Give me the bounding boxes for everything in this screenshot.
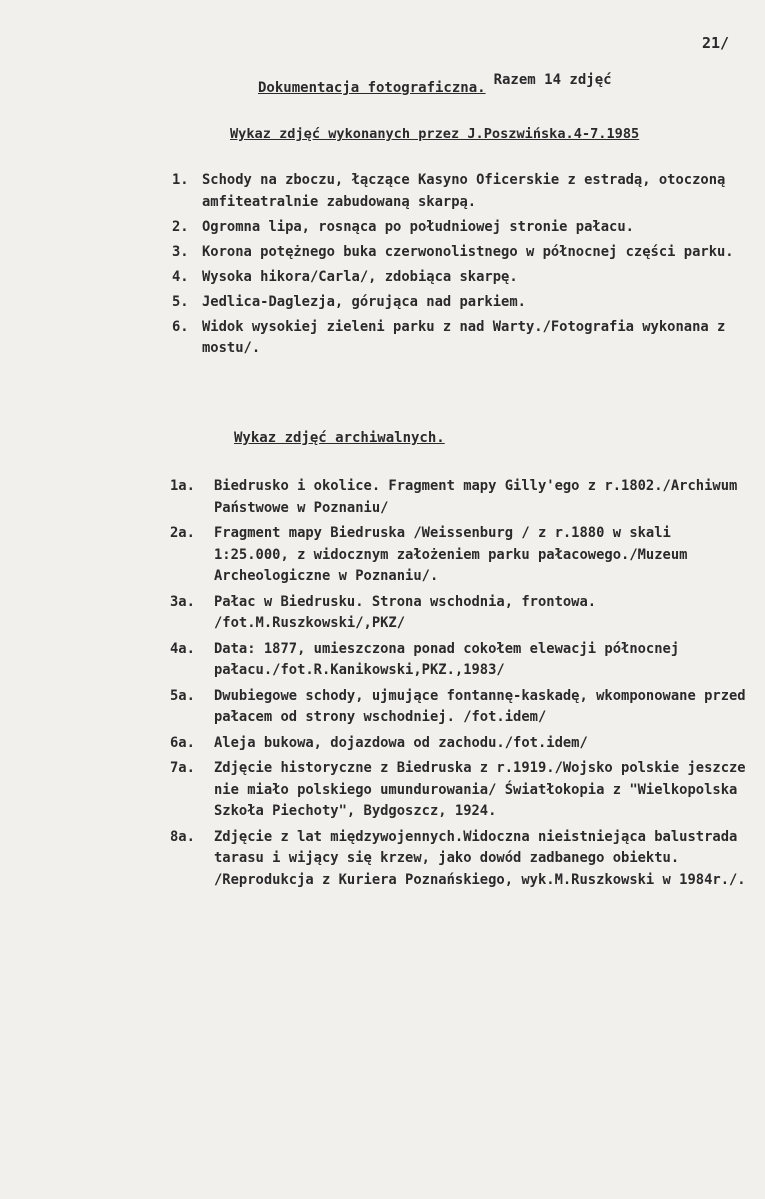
item-number: 3. — [172, 243, 189, 260]
page-number: 21/ — [702, 34, 730, 52]
list-item — [0, 317, 765, 360]
document-heading — [258, 72, 612, 96]
item-number: 2. — [172, 218, 189, 235]
item-text: Wysoka hikora/Carla/, zdobiąca skarpę. — [202, 268, 518, 285]
photo-count: Razem 14 zdjęć — [493, 72, 612, 88]
item-text: Data: 1877, umieszczona ponad cokołem elewacji północnej pałacu./fot.R.Kanikowski,PKZ.,1983/ — [214, 640, 680, 678]
list-item — [0, 476, 765, 519]
list-item — [0, 523, 765, 588]
item-number: 6. — [172, 318, 189, 335]
list-item — [0, 292, 765, 314]
section2-list — [0, 476, 765, 895]
item-number: 1. — [172, 172, 189, 188]
item-number: 8a. — [170, 828, 195, 845]
item-number: 4a. — [170, 640, 195, 657]
heading-title: Dokumentacja fotograficzna. — [258, 80, 486, 96]
item-text: Widok wysokiej zieleni parku z nad Warty./Fotografia wykonana z mostu/. — [202, 318, 726, 356]
item-number: 3a. — [170, 593, 195, 610]
list-item — [0, 686, 765, 729]
item-number: 5. — [172, 293, 189, 310]
item-number: 2a. — [170, 525, 195, 541]
list-item — [0, 170, 765, 213]
list-item — [0, 639, 765, 682]
item-text: Ogromna lipa, rosnąca po południowej stronie pałacu. — [202, 218, 634, 235]
item-text: Dwubiegowe schody, ujmujące fontannę-kaskadę, wkomponowane przed pałacem od strony wschodniej. /fot.idem/ — [214, 687, 746, 725]
item-text: Zdjęcie z lat międzywojennych.Widoczna nieistniejąca balustrada tarasu i wijący się krzew, jako dowód zadbanego obiektu. /Reprodukcja z Kuriera Poznańskiego, wyk.M.Ruszkowski w 1984r./. — [214, 828, 746, 888]
list-item — [0, 267, 765, 289]
item-text: Korona potężnego buka czerwonolistnego w północnej części parku. — [202, 243, 734, 260]
item-text: Pałac w Biedrusku. Strona wschodnia, frontowa. /fot.M.Ruszkowski/,PKZ/ — [214, 593, 597, 631]
list-item — [0, 242, 765, 264]
item-text: Jedlica-Daglezja, górująca nad parkiem. — [202, 293, 526, 310]
item-text: Schody na zboczu, łączące Kasyno Oficerskie z estradą, otoczoną amfiteatralnie zabudowaną skarpą. — [202, 172, 726, 210]
item-text: Aleja bukowa, dojazdowa od zachodu./fot.idem/ — [214, 734, 588, 751]
list-item — [0, 733, 765, 755]
section1-title: Wykaz zdjęć wykonanych przez J.Poszwińska.4-7.1985 — [230, 126, 640, 142]
item-number: 1a. — [170, 478, 195, 494]
list-item — [0, 217, 765, 239]
list-item — [0, 592, 765, 635]
item-number: 5a. — [170, 687, 195, 704]
item-text: Biedrusko i okolice. Fragment mapy Gilly'ego z r.1802./Archiwum Państwowe w Poznaniu/ — [214, 478, 738, 516]
section1-list — [0, 170, 765, 363]
item-text: Zdjęcie historyczne z Biedruska z r.1919./Wojsko polskie jeszcze nie miało polskiego umundurowania/ Światłokopia z "Wielkopolska Szkoła Piechoty", Bydgoszcz, 1924. — [214, 760, 746, 819]
item-number: 7a. — [170, 760, 195, 776]
item-text: Fragment mapy Biedruska /Weissenburg / z r.1880 w skali 1:25.000, z widocznym założeniem parku pałacowego./Muzeum Archeologiczne w Poznaniu/. — [214, 525, 688, 584]
section2-title: Wykaz zdjęć archiwalnych. — [234, 430, 445, 446]
item-number: 4. — [172, 268, 189, 285]
list-item — [0, 758, 765, 823]
item-number: 6a. — [170, 734, 195, 751]
list-item — [0, 827, 765, 892]
